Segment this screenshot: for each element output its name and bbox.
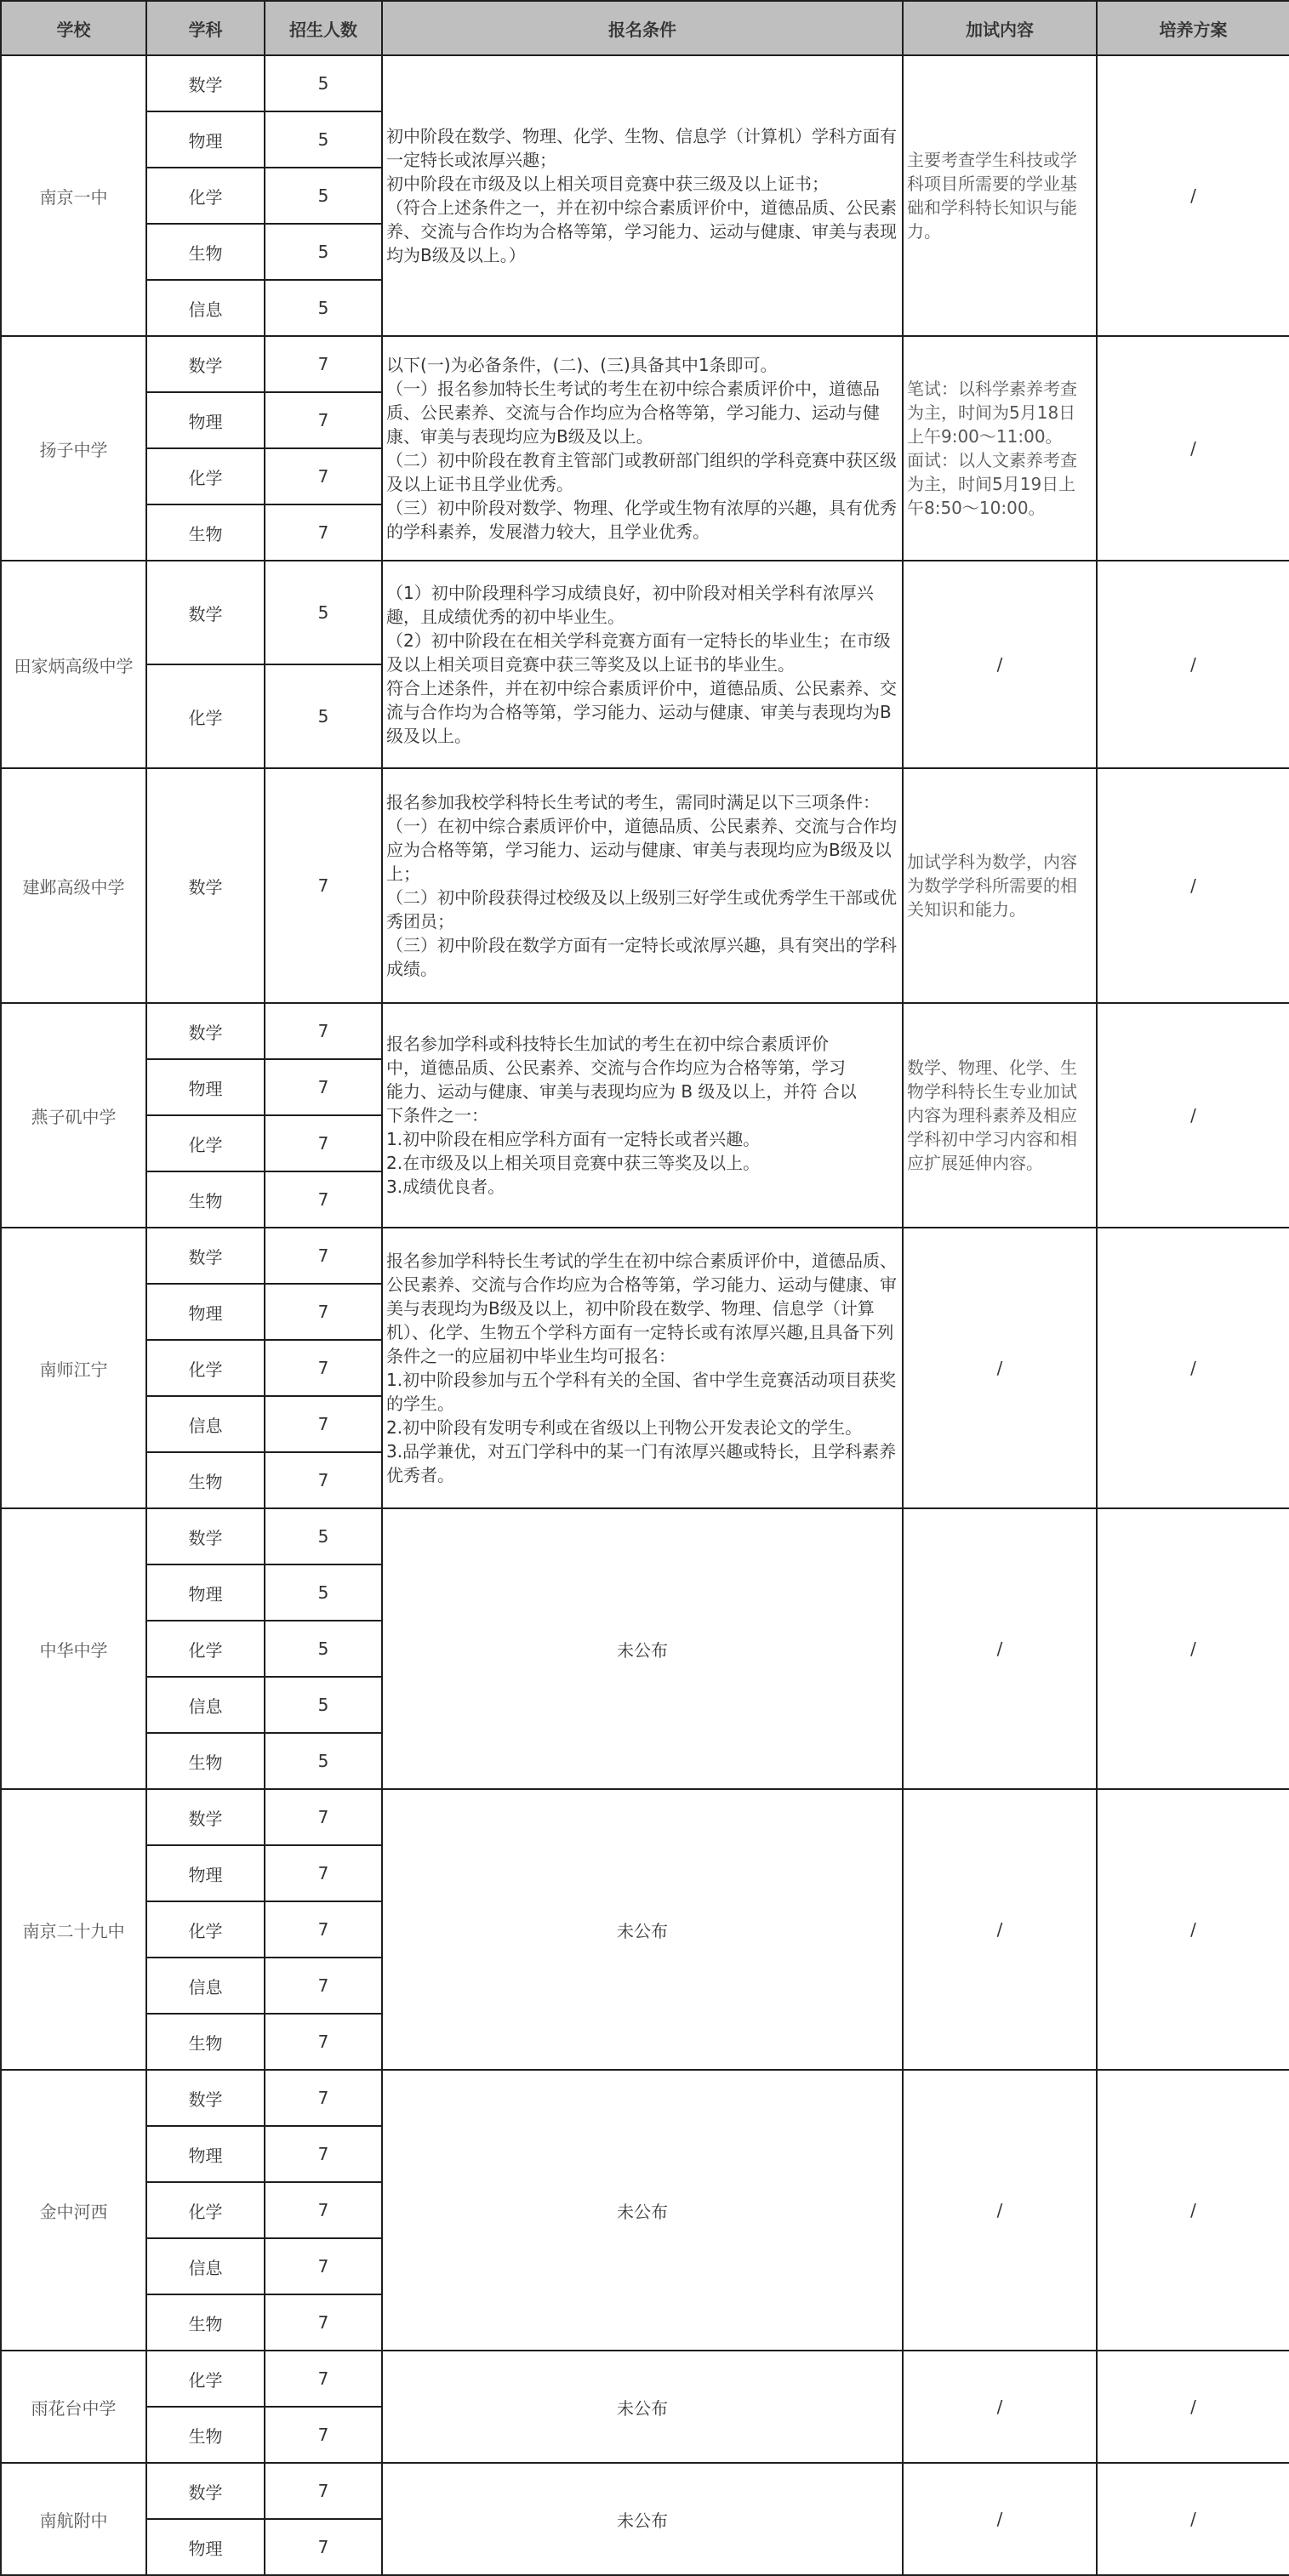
training-plan-cell: /: [1097, 55, 1289, 336]
table-row: [1, 1228, 1289, 1284]
subject-cell: 生物: [146, 224, 265, 280]
quota-cell: 7: [265, 504, 382, 561]
subject-cell: 物理: [146, 392, 265, 448]
training-plan-cell: /: [1097, 1003, 1289, 1228]
subject-cell: 化学: [146, 664, 265, 768]
subject-cell: 信息: [146, 280, 265, 336]
quota-cell: 7: [265, 2070, 382, 2126]
school-name: 扬子中学: [1, 336, 146, 561]
school-name: 中华中学: [1, 1508, 146, 1789]
training-plan-cell: /: [1097, 2070, 1289, 2351]
extra-test-cell: /: [903, 1508, 1097, 1789]
subject-cell: 化学: [146, 2351, 265, 2407]
school-name: 雨花台中学: [1, 2351, 146, 2463]
subject-cell: 化学: [146, 448, 265, 504]
quota-cell: 7: [265, 1171, 382, 1228]
header-subject: 学科: [146, 1, 265, 55]
subject-cell: 数学: [146, 2463, 265, 2519]
quota-cell: 7: [265, 2294, 382, 2351]
school-name: 燕子矶中学: [1, 1003, 146, 1228]
subject-cell: 化学: [146, 1621, 265, 1677]
subject-cell: 数学: [146, 1789, 265, 1845]
quota-cell: 5: [265, 1621, 382, 1677]
training-plan-cell: /: [1097, 768, 1289, 1003]
subject-cell: 数学: [146, 336, 265, 392]
quota-cell: 7: [265, 768, 382, 1003]
quota-cell: 7: [265, 2126, 382, 2182]
subject-cell: 信息: [146, 2238, 265, 2294]
subject-cell: 物理: [146, 111, 265, 168]
quota-cell: 5: [265, 55, 382, 111]
quota-cell: 5: [265, 280, 382, 336]
header-extra-test: 加试内容: [903, 1, 1097, 55]
subject-cell: 化学: [146, 1340, 265, 1396]
training-plan-cell: /: [1097, 336, 1289, 561]
school-name: 南师江宁: [1, 1228, 146, 1508]
subject-cell: 生物: [146, 2014, 265, 2070]
subject-cell: 信息: [146, 1677, 265, 1733]
quota-cell: 7: [265, 1396, 382, 1452]
quota-cell: 7: [265, 2182, 382, 2238]
subject-cell: 信息: [146, 1958, 265, 2014]
subject-cell: 数学: [146, 1508, 265, 1564]
quota-cell: 7: [265, 1901, 382, 1958]
subject-cell: 生物: [146, 1733, 265, 1789]
subject-cell: 物理: [146, 1564, 265, 1621]
conditions-cell: 未公布: [382, 2463, 903, 2575]
conditions-cell: 以下(一)为必备条件，(二)、(三)具备其中1条即可。 （一）报名参加特长生考试的考生在初中综合素质评价中，道德品质、公民素养、交流与合作均应为合格等第，学习能力、运动与健康、审美与表现均应为B级及以上。 （二）初中阶段在教育主管部门或教研部门组织的学科竞赛中获区级及以上证书且学业优秀。 （三）初中阶段对数学、物理、化学或生物有浓厚的兴趣，具有优秀的学科素养，发展潜力较大，且学业优秀。: [382, 336, 903, 561]
conditions-cell: 未公布: [382, 2070, 903, 2351]
subject-cell: 生物: [146, 1452, 265, 1508]
table-row: [1, 55, 1289, 111]
header-quota: 招生人数: [265, 1, 382, 55]
header-school: 学校: [1, 1, 146, 55]
subject-cell: 信息: [146, 1396, 265, 1452]
quota-cell: 7: [265, 1789, 382, 1845]
quota-cell: 5: [265, 1564, 382, 1621]
training-plan-cell: /: [1097, 1789, 1289, 2070]
quota-cell: 5: [265, 664, 382, 768]
subject-cell: 物理: [146, 1284, 265, 1340]
subject-cell: 物理: [146, 2126, 265, 2182]
header-training-plan: 培养方案: [1097, 1, 1289, 55]
header-row: [1, 1, 1289, 55]
table-row: [1, 2351, 1289, 2407]
quota-cell: 7: [265, 2014, 382, 2070]
quota-cell: 5: [265, 1677, 382, 1733]
subject-cell: 生物: [146, 2294, 265, 2351]
quota-cell: 7: [265, 392, 382, 448]
school-name: 建邺高级中学: [1, 768, 146, 1003]
table-row: [1, 2070, 1289, 2126]
subject-cell: 化学: [146, 168, 265, 224]
extra-test-cell: /: [903, 2070, 1097, 2351]
quota-cell: 5: [265, 1508, 382, 1564]
quota-cell: 7: [265, 2463, 382, 2519]
subject-cell: 数学: [146, 55, 265, 111]
training-plan-cell: /: [1097, 561, 1289, 768]
subject-cell: 数学: [146, 1003, 265, 1059]
conditions-cell: 未公布: [382, 1508, 903, 1789]
subject-cell: 化学: [146, 2182, 265, 2238]
extra-test-cell: /: [903, 2463, 1097, 2575]
extra-test-cell: 加试学科为数学，内容为数学学科所需要的相关知识和能力。: [903, 768, 1097, 1003]
table-row: [1, 1003, 1289, 1059]
subject-cell: 物理: [146, 1059, 265, 1115]
table-row: [1, 768, 1289, 1003]
training-plan-cell: /: [1097, 2351, 1289, 2463]
subject-cell: 物理: [146, 1845, 265, 1901]
extra-test-cell: 笔试：以科学素养考查为主，时间为5月18日上午9:00～11:00。 面试：以人文素养考查为主，时间5月19日上午8:50～10:00。: [903, 336, 1097, 561]
extra-test-cell: /: [903, 1789, 1097, 2070]
school-name: 田家炳高级中学: [1, 561, 146, 768]
quota-cell: 7: [265, 1059, 382, 1115]
table-row: [1, 2463, 1289, 2519]
extra-test-cell: /: [903, 1228, 1097, 1508]
quota-cell: 7: [265, 1958, 382, 2014]
quota-cell: 5: [265, 1733, 382, 1789]
quota-cell: 7: [265, 336, 382, 392]
subject-cell: 数学: [146, 768, 265, 1003]
conditions-cell: 报名参加我校学科特长生考试的考生，需同时满足以下三项条件： （一）在初中综合素质评价中，道德品质、公民素养、交流与合作均应为合格等第，学习能力、运动与健康、审美与表现均应为B级及以上； （二）初中阶段获得过校级及以上级别三好学生或优秀学生干部或优秀团员； （三）初中阶段在数学方面有一定特长或浓厚兴趣，具有突出的学科成绩。: [382, 768, 903, 1003]
quota-cell: 7: [265, 1115, 382, 1171]
quota-cell: 5: [265, 168, 382, 224]
school-name: 南航附中: [1, 2463, 146, 2575]
table-row: [1, 1789, 1289, 1845]
quota-cell: 7: [265, 2407, 382, 2463]
subject-cell: 生物: [146, 1171, 265, 1228]
extra-test-cell: /: [903, 561, 1097, 768]
quota-cell: 7: [265, 2351, 382, 2407]
conditions-cell: 未公布: [382, 2351, 903, 2463]
table-row: [1, 336, 1289, 392]
table-body: [1, 55, 1289, 2575]
quota-cell: 7: [265, 2238, 382, 2294]
quota-cell: 7: [265, 1452, 382, 1508]
quota-cell: 5: [265, 111, 382, 168]
quota-cell: 7: [265, 2519, 382, 2575]
quota-cell: 7: [265, 1284, 382, 1340]
school-name: 南京二十九中: [1, 1789, 146, 2070]
table-row: [1, 561, 1289, 664]
quota-cell: 5: [265, 224, 382, 280]
conditions-cell: 报名参加学科特长生考试的学生在初中综合素质评价中，道德品质、公民素养、交流与合作均应为合格等第，学习能力、运动与健康、审美与表现均为B级及以上，初中阶段在数学、物理、信息学（计算机）、化学、生物五个学科方面有一定特长或有浓厚兴趣,且具备下列条件之一的应届初中毕业生均可报名： 1.初中阶段参加与五个学科有关的全国、省中学生竞赛活动项目获奖的学生。 2.初中阶段有发明专利或在省级以上刊物公开发表论文的学生。 3.品学兼优，对五门学科中的某一门有浓厚兴趣或特长，且学科素养优秀者。: [382, 1228, 903, 1508]
subject-cell: 物理: [146, 2519, 265, 2575]
quota-cell: 7: [265, 1228, 382, 1284]
quota-cell: 5: [265, 561, 382, 664]
subject-cell: 数学: [146, 561, 265, 664]
subject-cell: 生物: [146, 2407, 265, 2463]
conditions-cell: （1）初中阶段理科学习成绩良好，初中阶段对相关学科有浓厚兴趣，且成绩优秀的初中毕业生。 （2）初中阶段在在相关学科竞赛方面有一定特长的毕业生；在市级及以上相关项目竞赛中获三等奖及以上证书的毕业生。 符合上述条件，并在初中综合素质评价中，道德品质、公民素养、交流与合作均为合格等第，学习能力、运动与健康、审美与表现均为B级及以上。: [382, 561, 903, 768]
table-row: [1, 1508, 1289, 1564]
subject-cell: 数学: [146, 2070, 265, 2126]
subject-cell: 化学: [146, 1115, 265, 1171]
school-name: 南京一中: [1, 55, 146, 336]
quota-cell: 7: [265, 1340, 382, 1396]
quota-cell: 7: [265, 1003, 382, 1059]
subject-cell: 化学: [146, 1901, 265, 1958]
school-name: 金中河西: [1, 2070, 146, 2351]
header-conditions: 报名条件: [382, 1, 903, 55]
quota-cell: 7: [265, 448, 382, 504]
training-plan-cell: /: [1097, 1508, 1289, 1789]
extra-test-cell: 主要考查学生科技或学科项目所需要的学业基础和学科特长知识与能力。: [903, 55, 1097, 336]
conditions-cell: 初中阶段在数学、物理、化学、生物、信息学（计算机）学科方面有一定特长或浓厚兴趣； 初中阶段在市级及以上相关项目竞赛中获三级及以上证书； （符合上述条件之一，并在初中综合素质评价中，道德品质、公民素养、交流与合作均为合格等第，学习能力、运动与健康、审美与表现均为B级及以上。）: [382, 55, 903, 336]
conditions-cell: 未公布: [382, 1789, 903, 2070]
extra-test-cell: /: [903, 2351, 1097, 2463]
training-plan-cell: /: [1097, 2463, 1289, 2575]
subject-cell: 生物: [146, 504, 265, 561]
quota-cell: 7: [265, 1845, 382, 1901]
extra-test-cell: 数学、物理、化学、生物学科特长生专业加试内容为理科素养及相应学科初中学习内容和相应扩展延伸内容。: [903, 1003, 1097, 1228]
conditions-cell: 报名参加学科或科技特长生加试的考生在初中综合素质评价 中，道德品质、公民素养、交流与合作均应为合格等第，学习 能力、运动与健康、审美与表现均应为 B 级及以上，并符 合以 下条件之一： 1.初中阶段在相应学科方面有一定特长或者兴趣。 2.在市级及以上相关项目竞赛中获三等奖及以上。 3.成绩优良者。: [382, 1003, 903, 1228]
training-plan-cell: /: [1097, 1228, 1289, 1508]
subject-cell: 数学: [146, 1228, 265, 1284]
